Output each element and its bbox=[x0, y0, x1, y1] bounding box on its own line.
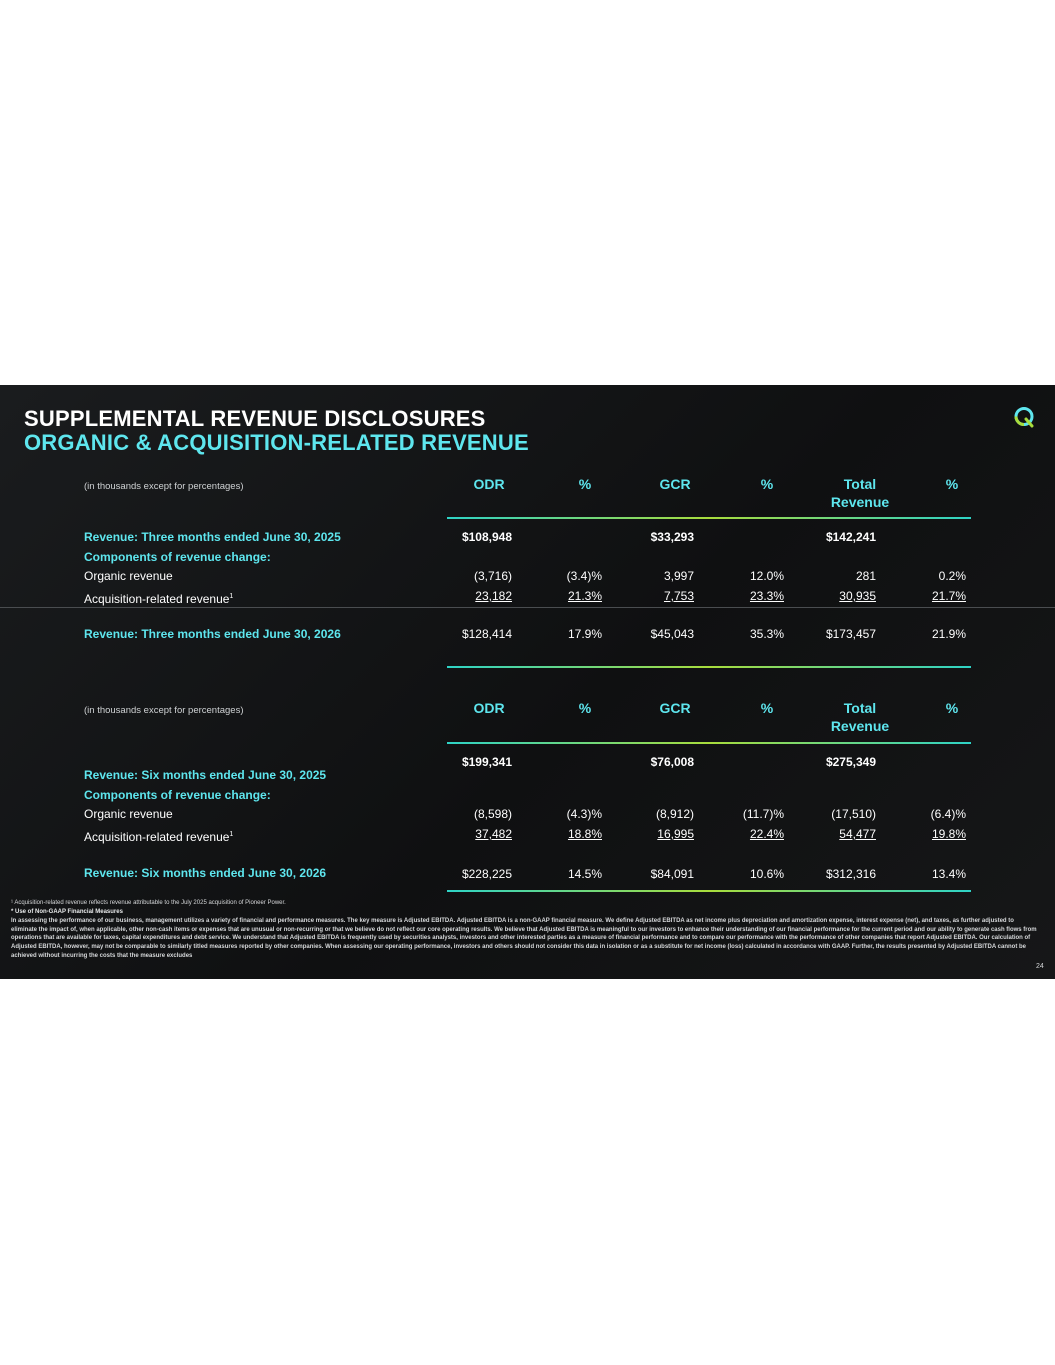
header-total-line1: Total bbox=[843, 476, 877, 492]
cell-total: 281 bbox=[855, 569, 876, 583]
cell-total: $142,241 bbox=[825, 530, 876, 544]
components-label: Components of revenue change: bbox=[84, 788, 271, 802]
header-total-line2: Revenue bbox=[830, 718, 890, 734]
cell-total: (17,510) bbox=[831, 807, 876, 821]
cell-odr: $128,414 bbox=[461, 627, 512, 641]
cell-gcr-pct: 12.0% bbox=[749, 569, 784, 583]
header-odr: ODR bbox=[473, 700, 505, 716]
table-bottom-divider bbox=[447, 890, 971, 892]
cell-gcr: 3,997 bbox=[663, 569, 694, 583]
cell-total: 30,935 bbox=[839, 589, 876, 603]
q-logo-icon bbox=[1013, 406, 1035, 428]
units-note: (in thousands except for percentages) bbox=[84, 481, 244, 492]
header-odr: ODR bbox=[473, 476, 505, 492]
table-divider bbox=[447, 666, 971, 668]
header-total-pct: % bbox=[945, 700, 959, 716]
cell-gcr: (8,912) bbox=[655, 807, 694, 821]
cell-total-pct: 21.9% bbox=[931, 627, 966, 641]
slide bbox=[0, 385, 1055, 979]
row-label: Revenue: Six months ended June 30, 2025 bbox=[84, 768, 327, 782]
row-label: Revenue: Three months ended June 30, 2025 bbox=[84, 530, 341, 544]
cell-odr: 23,182 bbox=[475, 589, 512, 603]
cell-gcr: 16,995 bbox=[657, 827, 694, 841]
cell-gcr-pct: 23.3% bbox=[749, 589, 784, 603]
cell-gcr: $45,043 bbox=[650, 627, 694, 641]
cell-odr: $199,341 bbox=[461, 755, 512, 769]
cell-odr-pct: 18.8% bbox=[567, 827, 602, 841]
cell-total-pct: 21.7% bbox=[931, 589, 966, 603]
cell-odr: (3,716) bbox=[473, 569, 512, 583]
header-total bbox=[815, 699, 905, 735]
cell-total: $312,316 bbox=[825, 867, 876, 881]
units-note: (in thousands except for percentages) bbox=[84, 705, 244, 716]
cell-gcr-pct: 35.3% bbox=[749, 627, 784, 641]
row-label: Revenue: Three months ended June 30, 2026 bbox=[84, 627, 341, 641]
header-divider bbox=[447, 742, 971, 744]
header-odr-pct: % bbox=[578, 476, 592, 492]
header-gcr: GCR bbox=[659, 700, 691, 716]
cell-total: $173,457 bbox=[825, 627, 876, 641]
cell-gcr: $33,293 bbox=[650, 530, 694, 544]
header-divider bbox=[447, 517, 971, 519]
cell-gcr-pct: (11.7)% bbox=[742, 807, 784, 821]
cell-odr-pct: (3.4)% bbox=[566, 569, 602, 583]
non-gaap-disclaimer: In assessing the performance of our business, management utilizes a variety of financial and performance measures. The key measure is Adjusted EBITDA. Adjusted EBITDA is a non-GAAP financial measure. We define Adjusted EBITDA as net income plus depreciation and amortization expense, interest expense (net), and taxes, as further adjusted to eliminate the impact of, when applicable, other non-cash items or expenses that are unusual or non-recurring or that we believe do not reflect our core operating results. We believe that Adjusted EBITDA is meaningful to our investors to enhance their understanding of our financial performance for the current period and our ability to generate cash flows from operations that are available for taxes, capital expenditures and debt service. We understand that Adjusted EBITDA is frequently used by securities analysts, investors and other interested parties as a measure of financial performance and to compare our performance with the performance of other companies that report Adjusted EBITDA. Our calculation of Adjusted EBITDA, however, may not be comparable to similarly titled measures reported by other companies. When assessing our operating performance, investors and others should not consider this data in isolation or as a substitute for net income (loss) calculated in accordance with GAAP. Further, the results presented by Adjusted EBITDA cannot be achieved without incurring the costs that the measure excludes bbox=[11, 918, 1037, 959]
cell-odr-pct: (4.3)% bbox=[566, 807, 602, 821]
cell-total: 54,477 bbox=[839, 827, 876, 841]
cell-odr-pct: 21.3% bbox=[567, 589, 602, 603]
row-label: Acquisition-related revenue$^1$ bbox=[84, 830, 234, 844]
cell-odr: (8,598) bbox=[473, 807, 512, 821]
cell-odr-pct: 14.5% bbox=[567, 867, 602, 881]
header-gcr: GCR bbox=[659, 476, 691, 492]
cell-odr: 37,482 bbox=[475, 827, 512, 841]
cell-total-pct: 0.2% bbox=[938, 569, 966, 583]
cell-gcr-pct: 22.4% bbox=[749, 827, 784, 841]
page-number: 24 bbox=[1036, 963, 1044, 970]
row-label: Acquisition-related revenue$^1$ bbox=[84, 592, 234, 606]
cell-total-pct: 13.4% bbox=[931, 867, 966, 881]
cell-odr: $228,225 bbox=[461, 867, 512, 881]
cell-gcr: 7,753 bbox=[663, 589, 694, 603]
header-gcr-pct: % bbox=[760, 476, 774, 492]
cell-gcr: $76,008 bbox=[650, 755, 694, 769]
footnote-2: * Use of Non-GAAP Financial Measures bbox=[11, 909, 123, 915]
cell-total-pct: (6.4)% bbox=[930, 807, 966, 821]
components-label: Components of revenue change: bbox=[84, 550, 271, 564]
header-total-pct: % bbox=[945, 476, 959, 492]
header-gcr-pct: % bbox=[760, 700, 774, 716]
header-odr-pct: % bbox=[578, 700, 592, 716]
section-divider bbox=[0, 607, 1055, 608]
page-subtitle: ORGANIC & ACQUISITION-RELATED REVENUE bbox=[24, 430, 529, 455]
cell-gcr-pct: 10.6% bbox=[749, 867, 784, 881]
header-total-line2: Revenue bbox=[830, 494, 890, 510]
cell-gcr: $84,091 bbox=[650, 867, 694, 881]
header-total-line1: Total bbox=[843, 700, 877, 716]
row-label: Organic revenue bbox=[84, 807, 173, 821]
cell-total-pct: 19.8% bbox=[931, 827, 966, 841]
footnote-1: ¹ Acquisition-related revenue reflects revenue attributable to the July 2025 acquisition of Pioneer Power. bbox=[11, 900, 286, 906]
row-label: Organic revenue bbox=[84, 569, 173, 583]
header-total bbox=[815, 475, 905, 511]
cell-odr: $108,948 bbox=[461, 530, 512, 544]
cell-total: $275,349 bbox=[825, 755, 876, 769]
page-title: SUPPLEMENTAL REVENUE DISCLOSURES bbox=[24, 406, 486, 431]
row-label: Revenue: Six months ended June 30, 2026 bbox=[84, 866, 327, 880]
cell-odr-pct: 17.9% bbox=[567, 627, 602, 641]
